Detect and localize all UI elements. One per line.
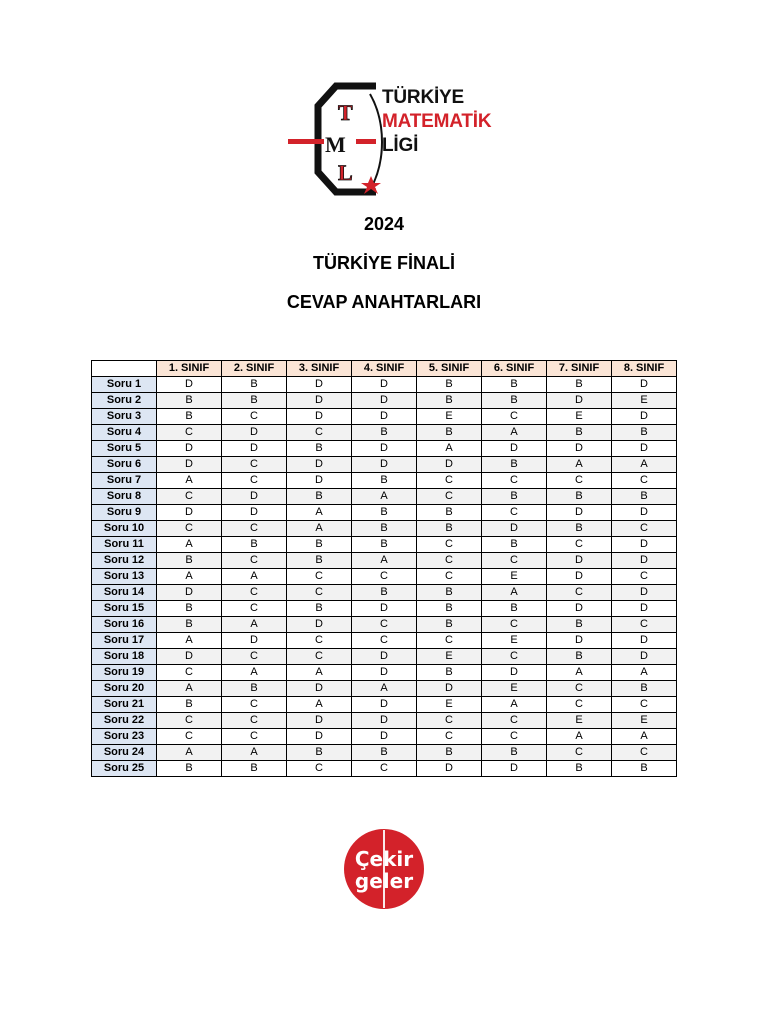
answer-cell: C <box>157 489 222 505</box>
answer-cell: A <box>612 729 677 745</box>
row-label: Soru 13 <box>92 569 157 585</box>
row-label: Soru 4 <box>92 425 157 441</box>
answer-cell: B <box>612 489 677 505</box>
row-label: Soru 16 <box>92 617 157 633</box>
answer-cell: A <box>222 745 287 761</box>
answer-cell: D <box>157 457 222 473</box>
table-row <box>92 441 677 457</box>
column-header: 2. SINIF <box>222 361 287 377</box>
answer-cell: B <box>157 393 222 409</box>
document-title: TÜRKİYE FİNALİ <box>313 253 455 273</box>
answer-cell: D <box>352 393 417 409</box>
answer-cell: C <box>482 729 547 745</box>
row-label: Soru 11 <box>92 537 157 553</box>
answer-cell: D <box>222 489 287 505</box>
answer-cell: D <box>612 649 677 665</box>
answer-cell: E <box>612 713 677 729</box>
logo-line-3: LİGİ <box>382 135 419 156</box>
answer-cell: E <box>612 393 677 409</box>
answer-cell: A <box>157 473 222 489</box>
row-label: Soru 1 <box>92 377 157 393</box>
column-header: 7. SINIF <box>547 361 612 377</box>
answer-cell: D <box>287 457 352 473</box>
answer-cell: C <box>417 729 482 745</box>
answer-cell: B <box>157 697 222 713</box>
answer-cell: D <box>547 553 612 569</box>
answer-cell: A <box>482 585 547 601</box>
answer-cell: B <box>222 681 287 697</box>
answer-cell: B <box>222 393 287 409</box>
answer-cell: B <box>482 489 547 505</box>
answer-cell: D <box>547 505 612 521</box>
answer-cell: C <box>612 617 677 633</box>
answer-cell: B <box>547 425 612 441</box>
logo-line-2: MATEMATİK <box>382 111 492 132</box>
table-row <box>92 633 677 649</box>
answer-cell: D <box>352 601 417 617</box>
answer-cell: A <box>157 681 222 697</box>
answer-cell: B <box>352 745 417 761</box>
row-label: Soru 2 <box>92 393 157 409</box>
answer-cell: B <box>352 505 417 521</box>
document-year: 2024 <box>363 214 405 234</box>
answer-cell: D <box>287 409 352 425</box>
answer-cell: B <box>482 601 547 617</box>
answer-cell: D <box>612 441 677 457</box>
answer-cell: C <box>157 521 222 537</box>
row-label: Soru 8 <box>92 489 157 505</box>
table-corner-cell <box>92 361 157 377</box>
answer-cell: D <box>352 441 417 457</box>
answer-cell: B <box>612 761 677 777</box>
table-row <box>92 393 677 409</box>
answer-cell: B <box>352 537 417 553</box>
answer-cell: C <box>482 553 547 569</box>
answer-cell: D <box>352 729 417 745</box>
table-row <box>92 649 677 665</box>
answer-cell: A <box>547 457 612 473</box>
answer-cell: D <box>352 649 417 665</box>
answer-cell: A <box>352 553 417 569</box>
logo-letter-m: M <box>325 132 346 157</box>
row-label: Soru 10 <box>92 521 157 537</box>
answer-cell: C <box>547 745 612 761</box>
answer-cell: D <box>612 633 677 649</box>
answer-cell: A <box>157 569 222 585</box>
answer-cell: B <box>547 617 612 633</box>
answer-cell: B <box>287 489 352 505</box>
logo-letter-l: L <box>338 160 353 185</box>
answer-cell: C <box>482 505 547 521</box>
answer-cell: D <box>352 409 417 425</box>
logo-bar-left <box>288 139 324 144</box>
row-label: Soru 5 <box>92 441 157 457</box>
answer-cell: C <box>482 617 547 633</box>
answer-cell: A <box>352 489 417 505</box>
answer-cell: C <box>612 521 677 537</box>
answer-cell: C <box>612 569 677 585</box>
answer-cell: B <box>417 377 482 393</box>
answer-cell: D <box>612 537 677 553</box>
answer-cell: D <box>157 649 222 665</box>
answer-cell: D <box>287 473 352 489</box>
answer-cell: D <box>547 569 612 585</box>
answer-cell: C <box>547 681 612 697</box>
answer-cell: C <box>417 537 482 553</box>
answer-cell: A <box>222 569 287 585</box>
answer-cell: D <box>547 633 612 649</box>
answer-cell: C <box>287 569 352 585</box>
answer-cell: C <box>547 585 612 601</box>
table-row <box>92 601 677 617</box>
answer-cell: D <box>612 601 677 617</box>
answer-cell: C <box>222 521 287 537</box>
answer-cell: D <box>482 521 547 537</box>
row-label: Soru 19 <box>92 665 157 681</box>
answer-cell: B <box>417 425 482 441</box>
row-label: Soru 22 <box>92 713 157 729</box>
answer-cell: B <box>287 553 352 569</box>
answer-cell: C <box>222 601 287 617</box>
column-header: 4. SINIF <box>352 361 417 377</box>
answer-cell: D <box>222 425 287 441</box>
answer-cell: D <box>417 761 482 777</box>
answer-cell: C <box>482 713 547 729</box>
answer-cell: C <box>157 425 222 441</box>
answer-cell: B <box>417 393 482 409</box>
answer-cell: C <box>417 569 482 585</box>
answer-cell: A <box>482 697 547 713</box>
answer-cell: E <box>417 409 482 425</box>
answer-cell: C <box>287 649 352 665</box>
answer-cell: C <box>157 729 222 745</box>
answer-key-table <box>91 360 677 777</box>
answer-cell: B <box>417 521 482 537</box>
answer-cell: B <box>482 393 547 409</box>
table-row <box>92 505 677 521</box>
answer-cell: B <box>417 617 482 633</box>
logo-wordmark <box>382 86 502 158</box>
answer-cell: A <box>157 745 222 761</box>
answer-cell: B <box>482 745 547 761</box>
column-header: 1. SINIF <box>157 361 222 377</box>
logo-bar-right <box>356 139 376 144</box>
answer-cell: D <box>482 441 547 457</box>
answer-cell: C <box>612 745 677 761</box>
answer-cell: B <box>482 457 547 473</box>
row-label: Soru 20 <box>92 681 157 697</box>
row-label: Soru 14 <box>92 585 157 601</box>
answer-cell: C <box>417 553 482 569</box>
answer-cell: D <box>287 713 352 729</box>
answer-cell: A <box>287 505 352 521</box>
row-label: Soru 15 <box>92 601 157 617</box>
answer-cell: A <box>547 665 612 681</box>
answer-cell: C <box>222 649 287 665</box>
table-row <box>92 553 677 569</box>
answer-cell: A <box>612 457 677 473</box>
answer-cell: D <box>157 441 222 457</box>
answer-cell: D <box>222 441 287 457</box>
answer-cell: A <box>222 617 287 633</box>
row-label: Soru 23 <box>92 729 157 745</box>
row-label: Soru 12 <box>92 553 157 569</box>
answer-cell: C <box>222 409 287 425</box>
table-row <box>92 761 677 777</box>
answer-cell: D <box>612 505 677 521</box>
answer-cell: E <box>417 697 482 713</box>
answer-cell: B <box>352 521 417 537</box>
answer-cell: B <box>287 745 352 761</box>
logo-letter-t: T <box>338 100 353 125</box>
cekirgeler-logo <box>343 828 425 910</box>
logo-line-1: TÜRKİYE <box>382 87 464 108</box>
answer-cell: A <box>157 537 222 553</box>
answer-cell: C <box>417 633 482 649</box>
answer-cell: B <box>352 585 417 601</box>
answer-cell: A <box>352 681 417 697</box>
answer-cell: B <box>547 377 612 393</box>
answer-cell: C <box>287 585 352 601</box>
answer-cell: D <box>482 761 547 777</box>
table-row <box>92 521 677 537</box>
answer-cell: B <box>417 665 482 681</box>
logo-line-geler: geler <box>354 869 414 893</box>
answer-cell: C <box>222 553 287 569</box>
answer-cell: B <box>612 681 677 697</box>
answer-cell: A <box>482 425 547 441</box>
table-row <box>92 409 677 425</box>
answer-cell: E <box>547 713 612 729</box>
row-label: Soru 6 <box>92 457 157 473</box>
answer-cell: C <box>352 633 417 649</box>
answer-cell: C <box>222 585 287 601</box>
answer-cell: B <box>222 537 287 553</box>
answer-cell: D <box>417 681 482 697</box>
answer-cell: B <box>222 377 287 393</box>
answer-cell: C <box>482 409 547 425</box>
answer-cell: D <box>547 393 612 409</box>
document-subtitle: CEVAP ANAHTARLARI <box>286 292 482 312</box>
answer-cell: D <box>287 393 352 409</box>
answer-cell: B <box>547 489 612 505</box>
answer-cell: B <box>157 409 222 425</box>
answer-cell: C <box>222 713 287 729</box>
table-row <box>92 585 677 601</box>
answer-cell: A <box>287 697 352 713</box>
answer-cell: D <box>352 377 417 393</box>
table-row <box>92 745 677 761</box>
answer-cell: D <box>287 617 352 633</box>
answer-cell: B <box>482 537 547 553</box>
answer-cell: A <box>612 665 677 681</box>
answer-cell: A <box>157 633 222 649</box>
answer-cell: C <box>612 697 677 713</box>
answer-cell: B <box>287 601 352 617</box>
answer-cell: A <box>222 665 287 681</box>
answer-cell: C <box>482 649 547 665</box>
answer-cell: B <box>287 537 352 553</box>
answer-cell: B <box>482 377 547 393</box>
table-row <box>92 489 677 505</box>
answer-cell: D <box>287 377 352 393</box>
answer-cell: B <box>417 585 482 601</box>
column-header: 8. SINIF <box>612 361 677 377</box>
table-row <box>92 377 677 393</box>
column-header: 5. SINIF <box>417 361 482 377</box>
answer-cell: A <box>417 441 482 457</box>
answer-cell: B <box>157 553 222 569</box>
answer-cell: D <box>612 409 677 425</box>
answer-cell: D <box>157 505 222 521</box>
table-row <box>92 537 677 553</box>
answer-cell: B <box>287 441 352 457</box>
answer-cell: C <box>417 473 482 489</box>
answer-cell: D <box>157 585 222 601</box>
answer-cell: E <box>417 649 482 665</box>
column-header: 3. SINIF <box>287 361 352 377</box>
table-row <box>92 697 677 713</box>
answer-cell: B <box>547 521 612 537</box>
table-row <box>92 569 677 585</box>
answer-cell: D <box>352 713 417 729</box>
answer-cell: D <box>417 457 482 473</box>
answer-cell: C <box>222 473 287 489</box>
answer-cell: C <box>222 697 287 713</box>
answer-cell: C <box>287 633 352 649</box>
answer-cell: C <box>287 425 352 441</box>
answer-cell: B <box>547 649 612 665</box>
answer-cell: B <box>417 505 482 521</box>
table-row <box>92 473 677 489</box>
table-row <box>92 457 677 473</box>
answer-cell: C <box>612 473 677 489</box>
table-row <box>92 665 677 681</box>
row-label: Soru 3 <box>92 409 157 425</box>
row-label: Soru 7 <box>92 473 157 489</box>
answer-cell: C <box>547 697 612 713</box>
answer-cell: C <box>222 729 287 745</box>
answer-cell: B <box>157 601 222 617</box>
answer-cell: C <box>352 569 417 585</box>
answer-cell: E <box>482 569 547 585</box>
answer-cell: D <box>222 633 287 649</box>
answer-cell: E <box>482 681 547 697</box>
answer-cell: C <box>417 713 482 729</box>
answer-cell: D <box>352 697 417 713</box>
answer-cell: B <box>352 473 417 489</box>
answer-cell: B <box>417 745 482 761</box>
answer-cell: B <box>157 617 222 633</box>
answer-cell: C <box>547 473 612 489</box>
answer-cell: A <box>287 665 352 681</box>
table-row <box>92 681 677 697</box>
table-row <box>92 729 677 745</box>
answer-cell: D <box>352 457 417 473</box>
answer-cell: C <box>417 489 482 505</box>
answer-cell: D <box>547 441 612 457</box>
answer-cell: C <box>352 617 417 633</box>
answer-cell: C <box>352 761 417 777</box>
answer-cell: C <box>157 713 222 729</box>
row-label: Soru 17 <box>92 633 157 649</box>
answer-cell: B <box>612 425 677 441</box>
answer-cell: D <box>612 553 677 569</box>
row-label: Soru 18 <box>92 649 157 665</box>
answer-cell: C <box>222 457 287 473</box>
answer-cell: E <box>482 633 547 649</box>
answer-cell: D <box>287 729 352 745</box>
table-header-row <box>92 361 677 377</box>
logo-line-cekir: Çekir <box>354 847 414 871</box>
answer-cell: D <box>612 377 677 393</box>
answer-cell: B <box>547 761 612 777</box>
answer-cell: E <box>547 409 612 425</box>
answer-cell: C <box>287 761 352 777</box>
answer-cell: D <box>352 665 417 681</box>
answer-cell: A <box>547 729 612 745</box>
answer-cell: B <box>352 425 417 441</box>
answer-cell: D <box>482 665 547 681</box>
table-row <box>92 617 677 633</box>
answer-cell: B <box>222 761 287 777</box>
answer-cell: B <box>417 601 482 617</box>
answer-cell: D <box>287 681 352 697</box>
row-label: Soru 25 <box>92 761 157 777</box>
answer-cell: D <box>612 585 677 601</box>
answer-cell: A <box>287 521 352 537</box>
table-row <box>92 425 677 441</box>
answer-cell: D <box>222 505 287 521</box>
row-label: Soru 9 <box>92 505 157 521</box>
answer-cell: D <box>157 377 222 393</box>
answer-cell: C <box>547 537 612 553</box>
table-row <box>92 713 677 729</box>
answer-cell: D <box>547 601 612 617</box>
answer-cell: B <box>157 761 222 777</box>
row-label: Soru 21 <box>92 697 157 713</box>
answer-cell: C <box>157 665 222 681</box>
column-header: 6. SINIF <box>482 361 547 377</box>
row-label: Soru 24 <box>92 745 157 761</box>
answer-cell: C <box>482 473 547 489</box>
